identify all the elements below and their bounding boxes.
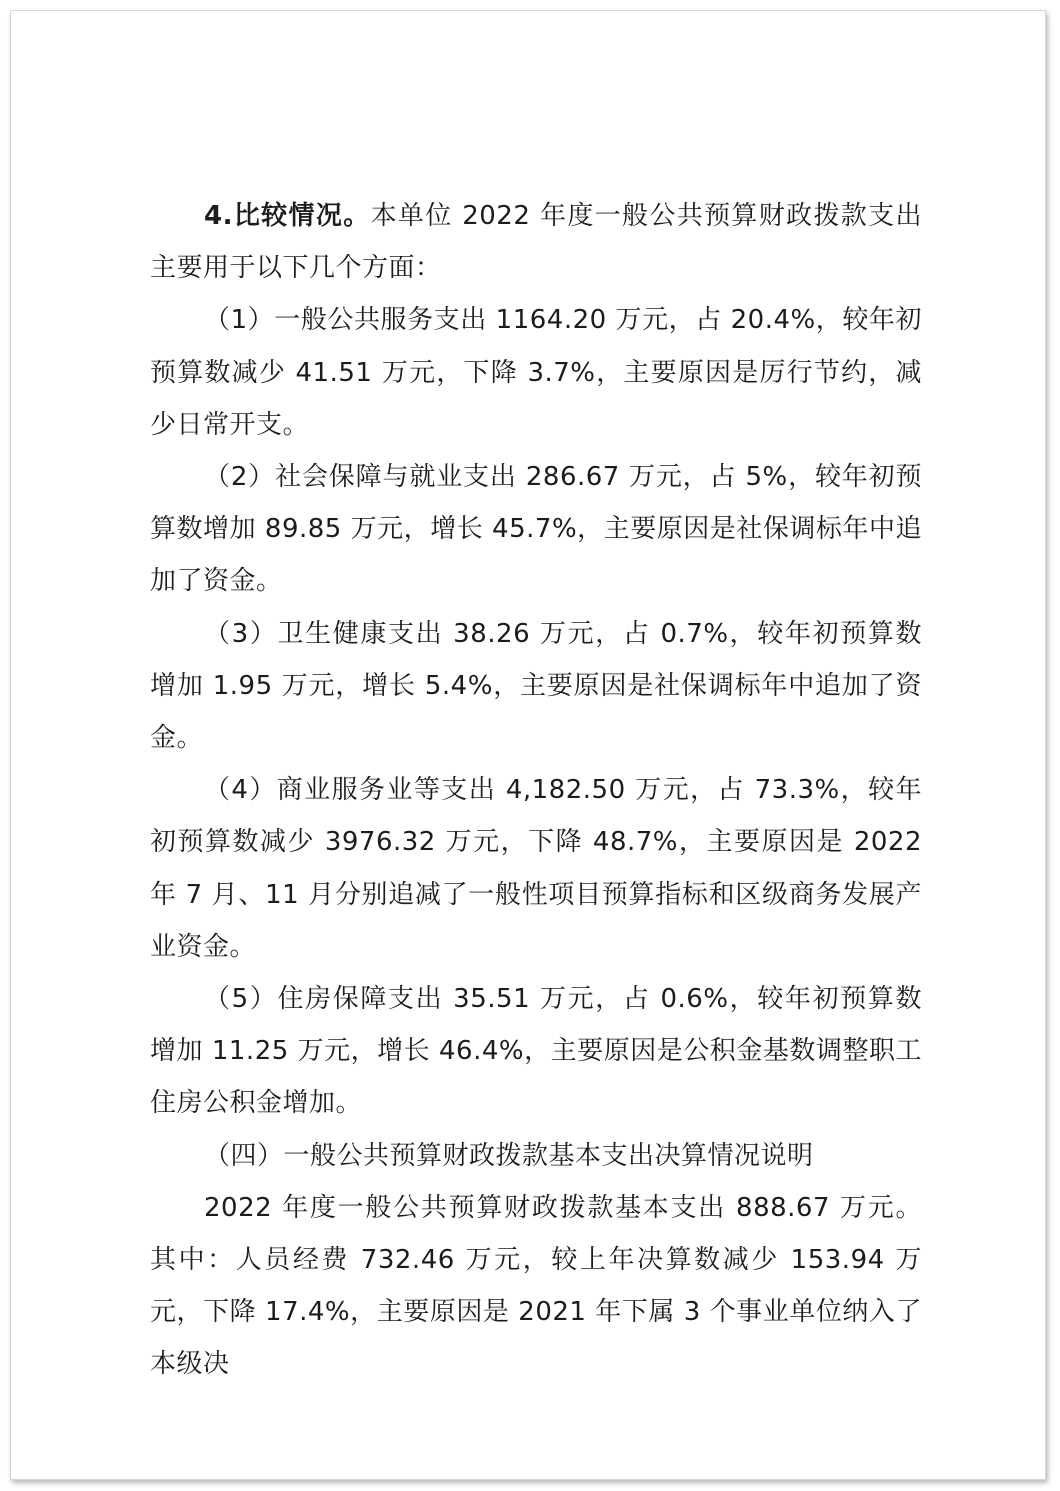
section-4-intro: 本单位 2022 年度一般公共预算财政拨款支出主要用于以下几个方面： [150, 201, 923, 284]
section-4-paragraph [150, 190, 922, 294]
document-body [150, 190, 922, 1391]
item-2-paragraph: （2）社会保障与就业支出 286.67 万元，占 5%，较年初预算数增加 89.85 万元，增长 45.7%，主要原因是社保调标年中追加了资金。 [150, 462, 922, 597]
basic-expenditure-paragraph: 2022 年度一般公共预算财政拨款基本支出 888.67 万元。其中：人员经费 732.46 万元，较上年决算数减少 153.94 万元，下降 17.4%，主要原因是 2021 年下属 3 个事业单位纳入了本级决 [150, 1192, 922, 1380]
item-1-paragraph: （1）一般公共服务支出 1164.20 万元，占 20.4%，较年初预算数减少 41.51 万元，下降 3.7%，主要原因是厉行节约，减少日常开支。 [150, 305, 922, 440]
item-5-paragraph: （5）住房保障支出 35.51 万元，占 0.6%，较年初预算数增加 11.25 万元，增长 46.4%，主要原因是公积金基数调整职工住房公积金增加。 [150, 984, 922, 1119]
section-4-heading: 4.比较情况。 [204, 201, 371, 231]
item-3-paragraph: （3）卫生健康支出 38.26 万元，占 0.7%，较年初预算数增加 1.95 万元，增长 5.4%，主要原因是社保调标年中追加了资金。 [150, 618, 922, 754]
item-4-paragraph: （4）商业服务业等支出 4,182.50 万元，占 73.3%，较年初预算数减少 3976.32 万元，下降 48.7%，主要原因是 2022 年 7 月、11 月分别追减了一般性项目预算指标和区级商务发展产业资金。 [150, 775, 922, 962]
section-subheading: （四）一般公共预算财政拨款基本支出决算情况说明 [204, 1140, 814, 1171]
